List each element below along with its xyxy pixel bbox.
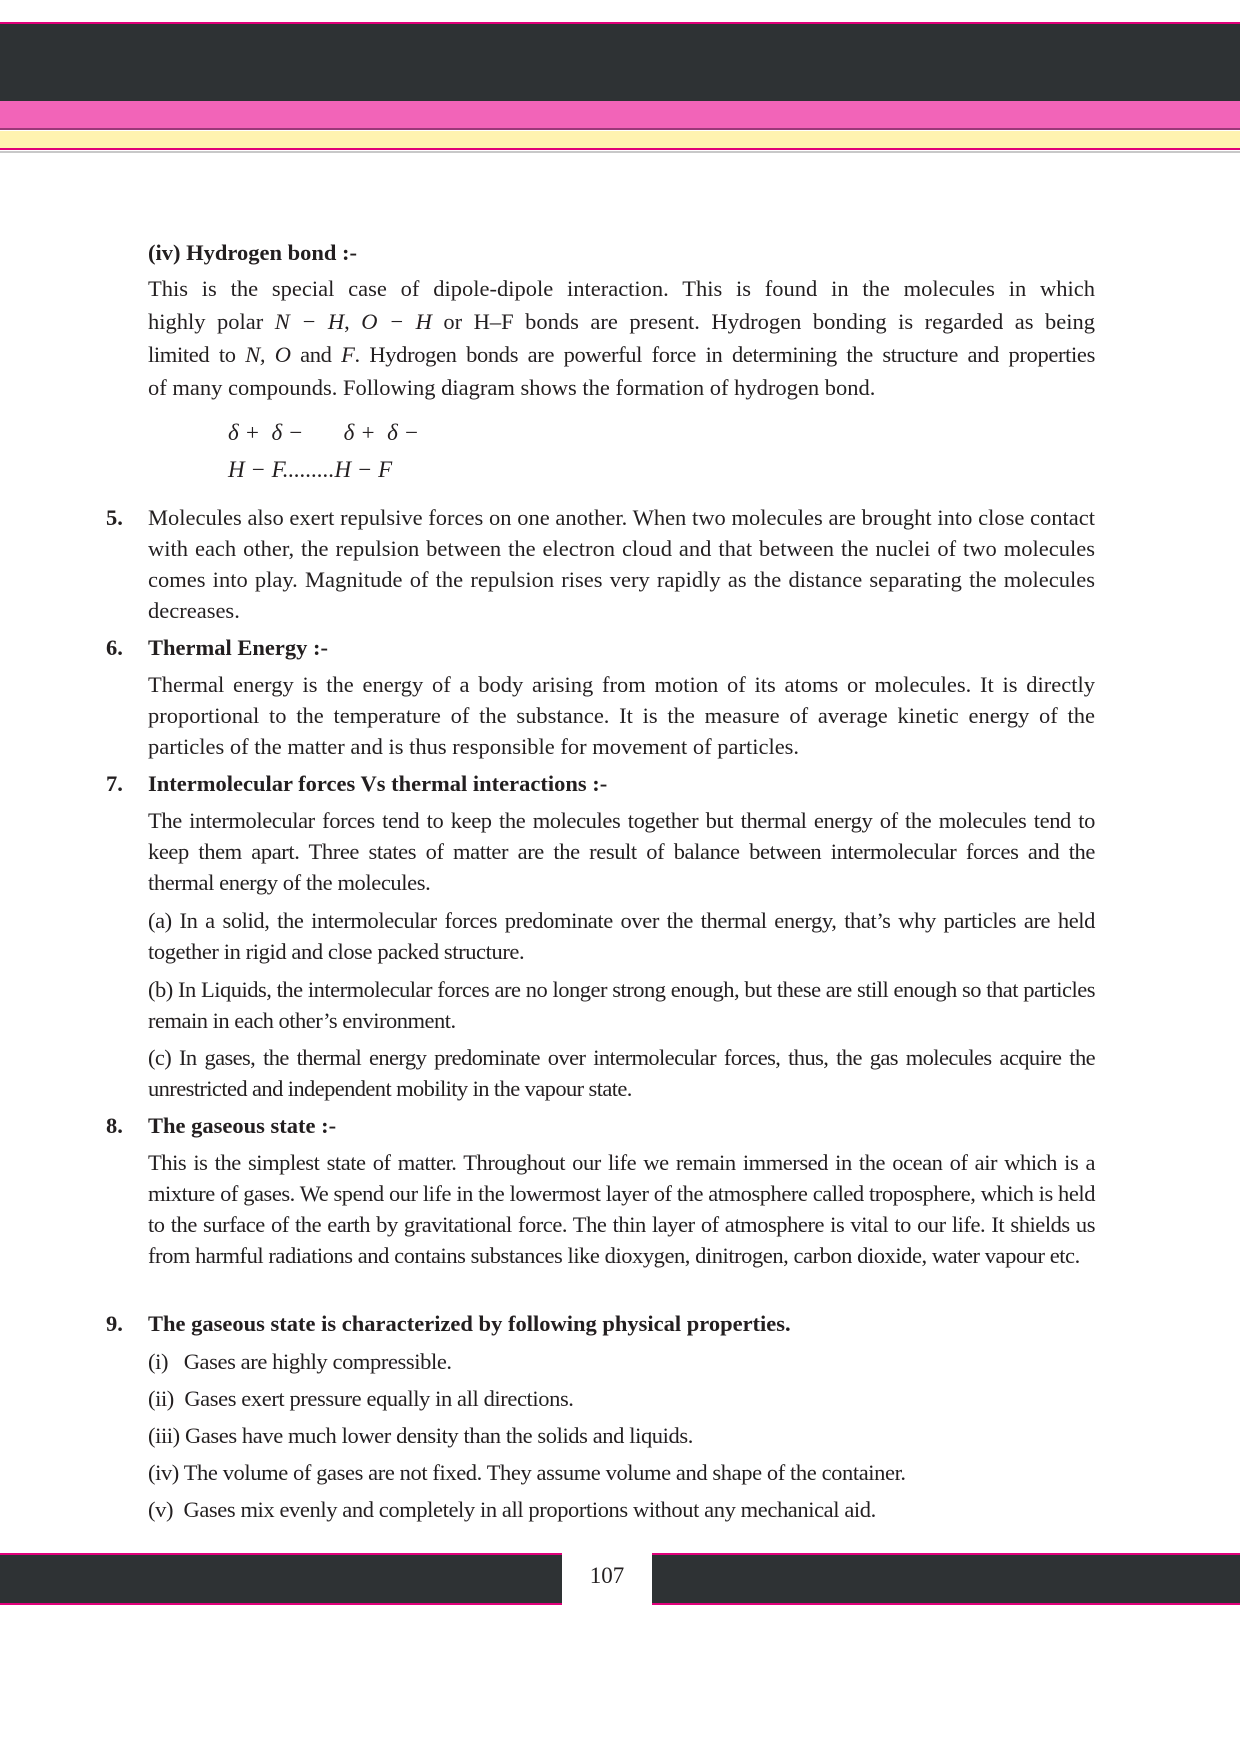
oh-bond: O − H: [361, 309, 432, 334]
hb-f: F: [341, 342, 355, 367]
item-7-sub-b: (b) In Liquids, the intermolecular forces are no longer strong enough, but these are still enough so that particles remain in each other’s environment.: [148, 977, 1095, 1033]
hb-line-4: of many compounds. Following diagram shows the formation of hydrogen bond.: [148, 375, 876, 400]
property-ii: (ii) Gases exert pressure equally in all directions.: [148, 1386, 574, 1411]
hydrogen-bond-paragraph: [148, 272, 1095, 404]
item-9-heading: The gaseous state is characterized by following physical properties.: [148, 1311, 791, 1336]
hb-line-3-post: . Hydrogen bonds are powerful force in determining the structure and properties: [354, 342, 1095, 367]
item-7-heading: Intermolecular forces Vs thermal interactions :-: [148, 771, 608, 796]
hb-line-2-pre: highly polar: [148, 309, 275, 334]
item-7-number: 7.: [106, 771, 123, 796]
page-number: 107: [589, 1563, 625, 1588]
footer-band-left: [0, 1553, 562, 1605]
header-band-pink: [0, 101, 1240, 130]
item-6-text: Thermal energy is the energy of a body arising from motion of its atoms or molecules. It is directly proportional to the temperature of the substance. It is the measure of average kinetic energy of the particles of the matter and is thus responsible for movement of particles.: [148, 672, 1095, 759]
header-band-cream: [0, 131, 1240, 150]
property-i: (i) Gases are highly compressible.: [148, 1349, 452, 1374]
partial-charges: δ + δ − δ + δ −: [228, 420, 420, 445]
nh-bond: N − H: [274, 309, 345, 334]
hb-line-3-pre: limited to: [148, 342, 246, 367]
hb-elements: N, O: [245, 342, 291, 367]
item-7-sub-c: (c) In gases, the thermal energy predominate over intermolecular forces, thus, the gas molecules acquire the unrestricted and independent mobility in the vapour state.: [148, 1045, 1095, 1101]
hb-sep: ,: [344, 309, 362, 334]
hb-line-2: [148, 305, 1095, 338]
hb-line-1: This is the special case of dipole-dipole interaction. This is found in the molecules in which: [148, 276, 1095, 301]
property-iii: (iii) Gases have much lower density than the solids and liquids.: [148, 1423, 693, 1448]
item-8-heading: The gaseous state :-: [148, 1113, 337, 1138]
item-9-number: 9.: [106, 1311, 123, 1336]
hb-line-3: [148, 338, 1095, 371]
property-v: (v) Gases mix evenly and completely in all proportions without any mechanical aid.: [148, 1497, 876, 1522]
item-6-heading: Thermal Energy :-: [148, 635, 328, 660]
header-rule: [0, 151, 1240, 153]
hb-and: and: [290, 342, 342, 367]
header-band-dark: [0, 22, 1240, 102]
item-6-number: 6.: [106, 635, 123, 660]
item-5-number: 5.: [106, 505, 123, 530]
item-7-text: The intermolecular forces tend to keep the molecules together but thermal energy of the molecules tend to keep them apart. Three states of matter are the result of balance between intermolecular forces and the thermal energy of the molecules.: [148, 808, 1095, 895]
item-5-text: Molecules also exert repulsive forces on one another. When two molecules are brought into close contact with each other, the repulsion between the electron cloud and that between the nuclei of two molecules comes into play. Magnitude of the repulsion rises very rapidly as the distance separating the molecules decreases.: [148, 505, 1095, 623]
hb-line-2-post: or H–F bonds are present. Hydrogen bonding is regarded as being: [431, 309, 1096, 334]
item-7-sub-a: (a) In a solid, the intermolecular forces predominate over the thermal energy, that’s why particles are held together in rigid and close packed structure.: [148, 908, 1095, 964]
item-8-number: 8.: [106, 1113, 123, 1138]
hydrogen-bond-heading: (iv) Hydrogen bond :-: [148, 240, 357, 265]
footer-band-right: [652, 1553, 1240, 1605]
property-iv: (iv) The volume of gases are not fixed. They assume volume and shape of the container.: [148, 1460, 906, 1485]
item-8-text: This is the simplest state of matter. Throughout our life we remain immersed in the ocean of air which is a mixture of gases. We spend our life in the lowermost layer of the atmosphere called troposphere, which is held to the surface of the earth by gravitational force. The thin layer of atmosphere is vital to our life. It shields us from harmful radiations and contains substances like dioxygen, dinitrogen, carbon dioxide, water vapour etc.: [148, 1150, 1095, 1268]
hydrogen-bond-equation: H − F.........H − F: [228, 457, 393, 482]
